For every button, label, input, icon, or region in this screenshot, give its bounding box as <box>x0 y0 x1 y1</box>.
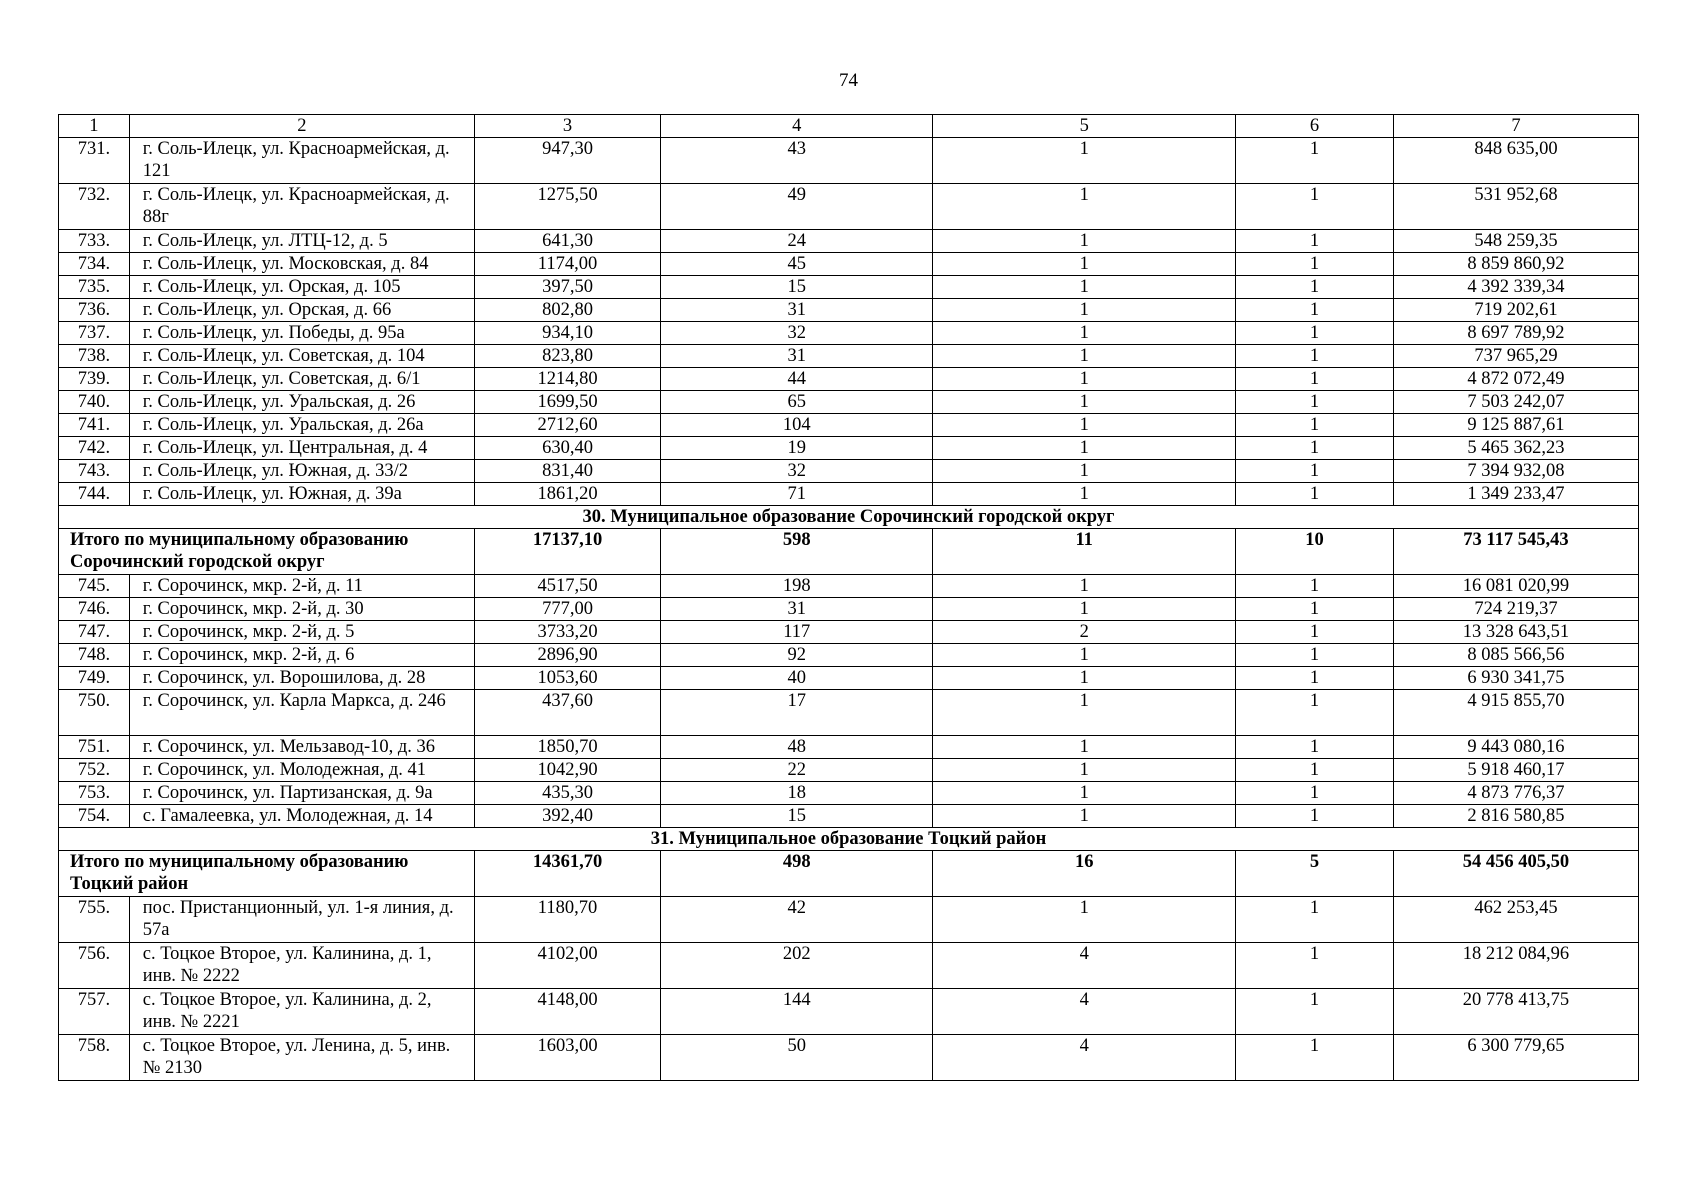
cell-col5: 1 <box>933 575 1236 598</box>
cell-address: с. Тоцкое Второе, ул. Калинина, д. 1, инв. № 2222 <box>129 943 474 989</box>
cell-col6: 1 <box>1236 690 1394 736</box>
cell-cost: 719 202,61 <box>1393 299 1638 322</box>
table-row <box>59 805 1639 828</box>
cell-number: 751. <box>59 736 130 759</box>
cell-col4: 65 <box>661 391 933 414</box>
column-header: 4 <box>661 115 933 138</box>
cell-col4: 50 <box>661 1035 933 1081</box>
cell-col5: 4 <box>933 1035 1236 1081</box>
table-row <box>59 644 1639 667</box>
cell-col6: 1 <box>1236 736 1394 759</box>
cell-cost: 54 456 405,50 <box>1393 851 1638 897</box>
cell-col5: 1 <box>933 897 1236 943</box>
table-row <box>59 1035 1639 1081</box>
cell-number: 749. <box>59 667 130 690</box>
cell-address: г. Соль-Илецк, ул. Красноармейская, д. 121 <box>129 138 474 184</box>
cell-col5: 1 <box>933 437 1236 460</box>
cell-number: 732. <box>59 184 130 230</box>
cell-area: 2896,90 <box>474 644 660 667</box>
cell-number: 743. <box>59 460 130 483</box>
cell-col6: 1 <box>1236 644 1394 667</box>
cell-number: 745. <box>59 575 130 598</box>
table-row <box>59 138 1639 184</box>
cell-area: 802,80 <box>474 299 660 322</box>
column-header: 5 <box>933 115 1236 138</box>
cell-col4: 498 <box>661 851 933 897</box>
cell-number: 742. <box>59 437 130 460</box>
cell-number: 750. <box>59 690 130 736</box>
cell-col6: 1 <box>1236 253 1394 276</box>
cell-col6: 1 <box>1236 414 1394 437</box>
cell-cost: 16 081 020,99 <box>1393 575 1638 598</box>
cell-number: 746. <box>59 598 130 621</box>
cell-col4: 202 <box>661 943 933 989</box>
cell-col4: 44 <box>661 368 933 391</box>
column-header: 2 <box>129 115 474 138</box>
cell-area: 1042,90 <box>474 759 660 782</box>
cell-col6: 1 <box>1236 138 1394 184</box>
cell-area: 934,10 <box>474 322 660 345</box>
cell-col5: 4 <box>933 989 1236 1035</box>
cell-cost: 462 253,45 <box>1393 897 1638 943</box>
cell-cost: 531 952,68 <box>1393 184 1638 230</box>
cell-cost: 737 965,29 <box>1393 345 1638 368</box>
cell-address: г. Соль-Илецк, ул. Орская, д. 66 <box>129 299 474 322</box>
cell-col5: 1 <box>933 322 1236 345</box>
table-body <box>59 115 1639 1081</box>
cell-address: с. Тоцкое Второе, ул. Ленина, д. 5, инв. № 2130 <box>129 1035 474 1081</box>
cell-cost: 4 915 855,70 <box>1393 690 1638 736</box>
cell-area: 4148,00 <box>474 989 660 1035</box>
cell-col6: 1 <box>1236 897 1394 943</box>
cell-col6: 1 <box>1236 621 1394 644</box>
table-row <box>59 690 1639 736</box>
cell-address: г. Сорочинск, мкр. 2-й, д. 5 <box>129 621 474 644</box>
cell-cost: 18 212 084,96 <box>1393 943 1638 989</box>
cell-area: 4517,50 <box>474 575 660 598</box>
cell-cost: 724 219,37 <box>1393 598 1638 621</box>
cell-col5: 1 <box>933 460 1236 483</box>
cell-address: г. Сорочинск, ул. Молодежная, д. 41 <box>129 759 474 782</box>
cell-number: 740. <box>59 391 130 414</box>
cell-col5: 4 <box>933 943 1236 989</box>
cell-col5: 1 <box>933 345 1236 368</box>
table-row <box>59 989 1639 1035</box>
cell-cost: 5 465 362,23 <box>1393 437 1638 460</box>
cell-col6: 1 <box>1236 759 1394 782</box>
cell-col5: 1 <box>933 414 1236 437</box>
cell-address: г. Сорочинск, мкр. 2-й, д. 30 <box>129 598 474 621</box>
table-row <box>59 759 1639 782</box>
table-header-row <box>59 115 1639 138</box>
cell-col5: 11 <box>933 529 1236 575</box>
cell-col6: 1 <box>1236 460 1394 483</box>
cell-area: 831,40 <box>474 460 660 483</box>
cell-col4: 15 <box>661 276 933 299</box>
cell-col5: 1 <box>933 368 1236 391</box>
table-row <box>59 414 1639 437</box>
cell-area: 1174,00 <box>474 253 660 276</box>
cell-address: г. Сорочинск, мкр. 2-й, д. 11 <box>129 575 474 598</box>
cell-area: 3733,20 <box>474 621 660 644</box>
column-header: 3 <box>474 115 660 138</box>
cell-address: г. Сорочинск, ул. Мельзавод-10, д. 36 <box>129 736 474 759</box>
cell-number: 752. <box>59 759 130 782</box>
cell-area: 1603,00 <box>474 1035 660 1081</box>
cell-cost: 6 300 779,65 <box>1393 1035 1638 1081</box>
table-row <box>59 943 1639 989</box>
cell-address: г. Сорочинск, ул. Ворошилова, д. 28 <box>129 667 474 690</box>
cell-col6: 1 <box>1236 1035 1394 1081</box>
cell-col5: 1 <box>933 184 1236 230</box>
cell-area: 435,30 <box>474 782 660 805</box>
cell-address: г. Соль-Илецк, ул. Южная, д. 33/2 <box>129 460 474 483</box>
cell-address: г. Соль-Илецк, ул. Победы, д. 95а <box>129 322 474 345</box>
cell-number: 738. <box>59 345 130 368</box>
table-row <box>59 345 1639 368</box>
cell-number: 755. <box>59 897 130 943</box>
cell-area: 1861,20 <box>474 483 660 506</box>
cell-col4: 144 <box>661 989 933 1035</box>
cell-cost: 2 816 580,85 <box>1393 805 1638 828</box>
table-row <box>59 483 1639 506</box>
cell-area: 1053,60 <box>474 667 660 690</box>
cell-col4: 32 <box>661 322 933 345</box>
cell-cost: 20 778 413,75 <box>1393 989 1638 1035</box>
cell-col6: 1 <box>1236 299 1394 322</box>
cell-col4: 15 <box>661 805 933 828</box>
cell-address: г. Сорочинск, ул. Карла Маркса, д. 246 <box>129 690 474 736</box>
cell-address: г. Соль-Илецк, ул. Московская, д. 84 <box>129 253 474 276</box>
cell-col5: 1 <box>933 667 1236 690</box>
table-row <box>59 621 1639 644</box>
cell-col4: 598 <box>661 529 933 575</box>
cell-address: г. Соль-Илецк, ул. Советская, д. 104 <box>129 345 474 368</box>
column-header: 7 <box>1393 115 1638 138</box>
column-header: 1 <box>59 115 130 138</box>
table-row <box>59 667 1639 690</box>
cell-address: г. Соль-Илецк, ул. Советская, д. 6/1 <box>129 368 474 391</box>
cell-number: 736. <box>59 299 130 322</box>
column-header: 6 <box>1236 115 1394 138</box>
cell-col6: 1 <box>1236 989 1394 1035</box>
table-row <box>59 299 1639 322</box>
housing-table <box>58 114 1639 1081</box>
page-number: 74 <box>839 70 858 91</box>
cell-number: 737. <box>59 322 130 345</box>
table-row <box>59 391 1639 414</box>
cell-area: 1180,70 <box>474 897 660 943</box>
cell-address: г. Соль-Илецк, ул. Уральская, д. 26а <box>129 414 474 437</box>
cell-address: с. Тоцкое Второе, ул. Калинина, д. 2, инв. № 2221 <box>129 989 474 1035</box>
cell-number: 747. <box>59 621 130 644</box>
cell-address: г. Соль-Илецк, ул. Уральская, д. 26 <box>129 391 474 414</box>
cell-col4: 31 <box>661 345 933 368</box>
total-row <box>59 851 1639 897</box>
cell-area: 1275,50 <box>474 184 660 230</box>
cell-col4: 32 <box>661 460 933 483</box>
cell-col6: 1 <box>1236 391 1394 414</box>
cell-col4: 40 <box>661 667 933 690</box>
cell-number: 748. <box>59 644 130 667</box>
cell-col4: 43 <box>661 138 933 184</box>
cell-address: г. Соль-Илецк, ул. ЛТЦ-12, д. 5 <box>129 230 474 253</box>
cell-number: 731. <box>59 138 130 184</box>
cell-area: 630,40 <box>474 437 660 460</box>
cell-area: 2712,60 <box>474 414 660 437</box>
cell-col6: 1 <box>1236 575 1394 598</box>
cell-col4: 71 <box>661 483 933 506</box>
cell-number: 734. <box>59 253 130 276</box>
cell-address: г. Соль-Илецк, ул. Орская, д. 105 <box>129 276 474 299</box>
cell-number: 739. <box>59 368 130 391</box>
cell-col5: 1 <box>933 805 1236 828</box>
cell-col4: 42 <box>661 897 933 943</box>
cell-area: 947,30 <box>474 138 660 184</box>
table-row <box>59 736 1639 759</box>
table-row <box>59 897 1639 943</box>
cell-area: 1850,70 <box>474 736 660 759</box>
cell-address: г. Соль-Илецк, ул. Красноармейская, д. 88г <box>129 184 474 230</box>
cell-col6: 1 <box>1236 483 1394 506</box>
cell-col6: 1 <box>1236 598 1394 621</box>
cell-col4: 31 <box>661 598 933 621</box>
cell-col4: 45 <box>661 253 933 276</box>
table-row <box>59 368 1639 391</box>
cell-col6: 5 <box>1236 851 1394 897</box>
cell-number: 756. <box>59 943 130 989</box>
cell-cost: 4 872 072,49 <box>1393 368 1638 391</box>
cell-col6: 1 <box>1236 782 1394 805</box>
cell-col6: 1 <box>1236 345 1394 368</box>
cell-col4: 22 <box>661 759 933 782</box>
cell-col6: 1 <box>1236 276 1394 299</box>
cell-area: 17137,10 <box>474 529 660 575</box>
cell-col4: 49 <box>661 184 933 230</box>
table-row <box>59 276 1639 299</box>
cell-cost: 9 443 080,16 <box>1393 736 1638 759</box>
cell-col5: 1 <box>933 483 1236 506</box>
cell-area: 1214,80 <box>474 368 660 391</box>
cell-cost: 5 918 460,17 <box>1393 759 1638 782</box>
cell-cost: 6 930 341,75 <box>1393 667 1638 690</box>
total-row <box>59 529 1639 575</box>
cell-col5: 1 <box>933 782 1236 805</box>
cell-cost: 548 259,35 <box>1393 230 1638 253</box>
cell-cost: 9 125 887,61 <box>1393 414 1638 437</box>
cell-col4: 31 <box>661 299 933 322</box>
table-row <box>59 782 1639 805</box>
cell-number: 753. <box>59 782 130 805</box>
section-title: 30. Муниципальное образование Сорочинский городской округ <box>59 506 1639 529</box>
cell-col5: 1 <box>933 598 1236 621</box>
cell-col4: 48 <box>661 736 933 759</box>
cell-col6: 1 <box>1236 230 1394 253</box>
total-label: Итого по муниципальному образованию Тоцкий район <box>59 851 475 897</box>
cell-col5: 2 <box>933 621 1236 644</box>
cell-col5: 1 <box>933 138 1236 184</box>
cell-number: 741. <box>59 414 130 437</box>
cell-cost: 4 392 339,34 <box>1393 276 1638 299</box>
cell-col6: 10 <box>1236 529 1394 575</box>
cell-area: 777,00 <box>474 598 660 621</box>
section-title: 31. Муниципальное образование Тоцкий район <box>59 828 1639 851</box>
cell-col6: 1 <box>1236 943 1394 989</box>
cell-area: 1699,50 <box>474 391 660 414</box>
cell-number: 733. <box>59 230 130 253</box>
cell-address: г. Сорочинск, мкр. 2-й, д. 6 <box>129 644 474 667</box>
cell-cost: 4 873 776,37 <box>1393 782 1638 805</box>
total-label: Итого по муниципальному образованию Сорочинский городской округ <box>59 529 475 575</box>
cell-cost: 13 328 643,51 <box>1393 621 1638 644</box>
cell-col4: 198 <box>661 575 933 598</box>
cell-number: 758. <box>59 1035 130 1081</box>
cell-area: 397,50 <box>474 276 660 299</box>
cell-col5: 1 <box>933 230 1236 253</box>
cell-area: 4102,00 <box>474 943 660 989</box>
cell-col5: 1 <box>933 299 1236 322</box>
cell-area: 823,80 <box>474 345 660 368</box>
cell-col5: 1 <box>933 690 1236 736</box>
cell-area: 392,40 <box>474 805 660 828</box>
cell-address: пос. Пристанционный, ул. 1-я линия, д. 57а <box>129 897 474 943</box>
cell-col5: 1 <box>933 391 1236 414</box>
cell-area: 14361,70 <box>474 851 660 897</box>
cell-col5: 1 <box>933 736 1236 759</box>
cell-col4: 18 <box>661 782 933 805</box>
cell-col4: 104 <box>661 414 933 437</box>
cell-col6: 1 <box>1236 368 1394 391</box>
cell-cost: 73 117 545,43 <box>1393 529 1638 575</box>
cell-cost: 848 635,00 <box>1393 138 1638 184</box>
cell-col4: 17 <box>661 690 933 736</box>
cell-col4: 24 <box>661 230 933 253</box>
cell-cost: 1 349 233,47 <box>1393 483 1638 506</box>
cell-area: 437,60 <box>474 690 660 736</box>
cell-col4: 117 <box>661 621 933 644</box>
table-row <box>59 575 1639 598</box>
cell-number: 757. <box>59 989 130 1035</box>
cell-address: г. Соль-Илецк, ул. Центральная, д. 4 <box>129 437 474 460</box>
cell-number: 735. <box>59 276 130 299</box>
cell-area: 641,30 <box>474 230 660 253</box>
cell-number: 744. <box>59 483 130 506</box>
table-row <box>59 322 1639 345</box>
cell-cost: 7 394 932,08 <box>1393 460 1638 483</box>
section-heading-row <box>59 828 1639 851</box>
cell-col6: 1 <box>1236 184 1394 230</box>
cell-col6: 1 <box>1236 667 1394 690</box>
table-row <box>59 460 1639 483</box>
section-heading-row <box>59 506 1639 529</box>
table-row <box>59 437 1639 460</box>
table-row <box>59 184 1639 230</box>
cell-col6: 1 <box>1236 322 1394 345</box>
cell-cost: 7 503 242,07 <box>1393 391 1638 414</box>
cell-col6: 1 <box>1236 805 1394 828</box>
cell-col5: 1 <box>933 253 1236 276</box>
cell-col4: 92 <box>661 644 933 667</box>
cell-address: с. Гамалеевка, ул. Молодежная, д. 14 <box>129 805 474 828</box>
cell-col5: 1 <box>933 759 1236 782</box>
cell-cost: 8 859 860,92 <box>1393 253 1638 276</box>
table-row <box>59 253 1639 276</box>
table-row <box>59 598 1639 621</box>
table-row <box>59 230 1639 253</box>
cell-cost: 8 697 789,92 <box>1393 322 1638 345</box>
cell-cost: 8 085 566,56 <box>1393 644 1638 667</box>
cell-col4: 19 <box>661 437 933 460</box>
cell-col5: 1 <box>933 276 1236 299</box>
cell-number: 754. <box>59 805 130 828</box>
cell-address: г. Сорочинск, ул. Партизанская, д. 9а <box>129 782 474 805</box>
cell-col5: 16 <box>933 851 1236 897</box>
cell-address: г. Соль-Илецк, ул. Южная, д. 39а <box>129 483 474 506</box>
cell-col5: 1 <box>933 644 1236 667</box>
cell-col6: 1 <box>1236 437 1394 460</box>
